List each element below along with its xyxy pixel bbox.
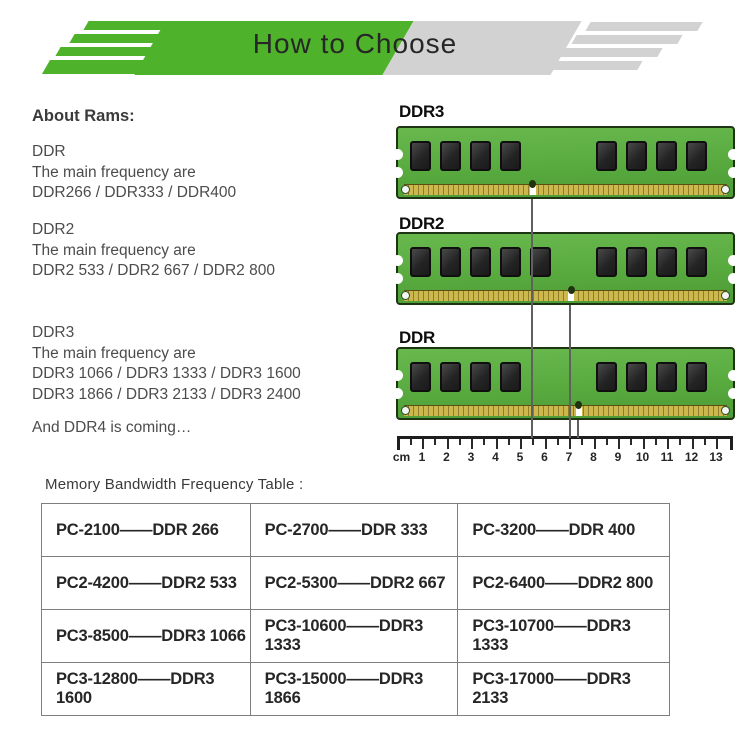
- edge-notch-left: [392, 273, 403, 284]
- table-cell: PC2-5300——DDR2 667: [250, 557, 458, 610]
- memory-chip: [470, 247, 491, 277]
- table-caption: Memory Bandwidth Frequency Table :: [45, 476, 304, 493]
- table-row: [42, 557, 670, 610]
- ruler-label: 1: [418, 450, 426, 464]
- ruler-tick: [520, 439, 522, 449]
- edge-notch-left: [392, 370, 403, 381]
- edge-notch-left: [392, 255, 403, 266]
- table-cell: PC-2700——DDR 333: [250, 504, 458, 557]
- banner-stripe: [585, 22, 702, 31]
- table-cell: PC3-15000——DDR3 1866: [250, 663, 458, 716]
- ram-module-label: DDR3: [399, 102, 445, 121]
- ruler-tick-minor: [557, 439, 559, 445]
- screw-hole: [401, 291, 410, 300]
- gold-pins: [404, 184, 727, 195]
- ruler-tick: [692, 439, 694, 449]
- ram-module: [396, 347, 735, 420]
- ruler-tick-minor: [704, 439, 706, 445]
- ruler-end: [397, 436, 400, 450]
- ruler-tick: [496, 439, 498, 449]
- ruler-label: 8: [590, 450, 597, 464]
- ruler-tick: [618, 439, 620, 449]
- table-cell: PC3-8500——DDR3 1066: [42, 610, 251, 663]
- about-section: [32, 220, 275, 282]
- table-row: [42, 663, 670, 716]
- ram-module: [396, 232, 735, 305]
- memory-chip: [596, 247, 617, 277]
- ruler-label: 9: [614, 450, 622, 464]
- memory-chip: [410, 141, 431, 171]
- ruler-tick-minor: [679, 439, 681, 445]
- ruler-tick-minor: [655, 439, 657, 445]
- table-cell: PC-2100——DDR 266: [42, 504, 251, 557]
- memory-chip: [410, 362, 431, 392]
- memory-chip: [440, 141, 461, 171]
- frequency-intro: The main frequency are: [32, 241, 196, 259]
- ruler-tick: [422, 439, 424, 449]
- edge-notch-left: [392, 149, 403, 160]
- memory-chip: [656, 141, 677, 171]
- table-cell: PC-3200——DDR 400: [458, 504, 670, 557]
- ram-generation-name: DDR2: [32, 221, 75, 238]
- edge-notch-left: [392, 167, 403, 178]
- memory-chip: [470, 362, 491, 392]
- banner-stripe: [543, 61, 642, 70]
- gold-pins: [404, 290, 727, 301]
- guide-line: [577, 420, 579, 438]
- table-cell: PC2-4200——DDR2 533: [42, 557, 251, 610]
- ram-module-label: DDR: [399, 328, 435, 347]
- frequency-line: DDR3 1866 / DDR3 2133 / DDR3 2400: [32, 385, 301, 403]
- frequency-line: DDR2 533 / DDR2 667 / DDR2 800: [32, 262, 275, 279]
- memory-chip: [686, 247, 707, 277]
- ruler-tick: [569, 439, 571, 449]
- screw-hole: [721, 406, 730, 415]
- ruler-tick: [545, 439, 547, 449]
- key-notch-dot: [529, 180, 536, 188]
- ruler-tick: [447, 439, 449, 449]
- memory-chip: [500, 141, 521, 171]
- ruler-label: 13: [709, 450, 723, 464]
- screw-hole: [401, 406, 410, 415]
- ruler-tick-minor: [459, 439, 461, 445]
- frequency-intro: The main frequency are: [32, 344, 196, 362]
- frequency-table: [41, 503, 670, 716]
- ruler-label: 5: [516, 450, 524, 464]
- ruler-tick-minor: [410, 439, 412, 445]
- ram-generation-name: DDR: [32, 143, 66, 160]
- ruler-tick-minor: [508, 439, 510, 445]
- about-section: [32, 323, 301, 405]
- table-cell: PC3-10600——DDR3 1333: [250, 610, 458, 663]
- banner-stripe: [557, 48, 662, 57]
- ruler-label: 2: [443, 450, 450, 464]
- memory-chip: [596, 141, 617, 171]
- ruler-tick-minor: [606, 439, 608, 445]
- key-notch-dot: [568, 286, 575, 294]
- table-row: [42, 504, 670, 557]
- banner-stripe: [571, 35, 682, 44]
- ruler-label: 6: [541, 450, 548, 464]
- edge-notch-right: [728, 255, 739, 266]
- ruler-tick-minor: [532, 439, 534, 445]
- ruler-label: 10: [635, 450, 650, 464]
- memory-chip: [626, 362, 647, 392]
- about-heading: About Rams:: [32, 107, 135, 125]
- memory-chip: [470, 141, 491, 171]
- about-footer: And DDR4 is coming…: [32, 419, 192, 436]
- edge-notch-right: [728, 167, 739, 178]
- screw-hole: [721, 185, 730, 194]
- table-cell: PC3-12800——DDR3 1600: [42, 663, 251, 716]
- ruler-tick-minor: [630, 439, 632, 445]
- guide-line: [531, 199, 533, 438]
- memory-chip: [596, 362, 617, 392]
- memory-chip: [440, 362, 461, 392]
- edge-notch-right: [728, 149, 739, 160]
- memory-chip: [656, 362, 677, 392]
- ruler-tick-minor: [434, 439, 436, 445]
- memory-chip: [626, 141, 647, 171]
- ruler-label: 12: [684, 450, 699, 464]
- memory-chip: [656, 247, 677, 277]
- gold-pins: [404, 405, 727, 416]
- ruler-tick: [643, 439, 645, 449]
- ruler-tick: [716, 439, 718, 449]
- ruler-tick: [667, 439, 669, 449]
- ruler-label: cm: [392, 450, 411, 464]
- table-cell: PC2-6400——DDR2 800: [458, 557, 670, 610]
- ruler-label: 7: [565, 450, 573, 464]
- screw-hole: [401, 185, 410, 194]
- memory-chip: [686, 362, 707, 392]
- ruler-end: [730, 436, 733, 450]
- memory-chip: [530, 247, 551, 277]
- memory-chip: [686, 141, 707, 171]
- ram-module-label: DDR2: [399, 214, 445, 233]
- edge-notch-right: [728, 388, 739, 399]
- frequency-intro: The main frequency are: [32, 163, 196, 181]
- edge-notch-right: [728, 273, 739, 284]
- ruler-label: 11: [660, 450, 674, 464]
- banner-title: How to Choose: [252, 28, 458, 59]
- frequency-line: DDR3 1066 / DDR3 1333 / DDR3 1600: [32, 365, 301, 382]
- memory-chip: [500, 362, 521, 392]
- table-cell: PC3-10700——DDR3 1333: [458, 610, 670, 663]
- memory-chip: [410, 247, 431, 277]
- memory-chip: [626, 247, 647, 277]
- ruler-tick: [594, 439, 596, 449]
- frequency-line: DDR266 / DDR333 / DDR400: [32, 184, 237, 201]
- screw-hole: [721, 291, 730, 300]
- ruler-tick: [471, 439, 473, 449]
- edge-notch-left: [392, 388, 403, 399]
- table-cell: PC3-17000——DDR3 2133: [458, 663, 670, 716]
- ruler-label: 3: [467, 450, 475, 464]
- ram-generation-name: DDR3: [32, 324, 75, 341]
- ruler-label: 4: [492, 450, 499, 464]
- memory-chip: [440, 247, 461, 277]
- guide-line: [569, 305, 571, 438]
- ruler-tick-minor: [581, 439, 583, 445]
- ram-module: [396, 126, 735, 199]
- table-row: [42, 610, 670, 663]
- about-section: [32, 142, 236, 204]
- memory-chip: [500, 247, 521, 277]
- edge-notch-right: [728, 370, 739, 381]
- ruler-tick-minor: [483, 439, 485, 445]
